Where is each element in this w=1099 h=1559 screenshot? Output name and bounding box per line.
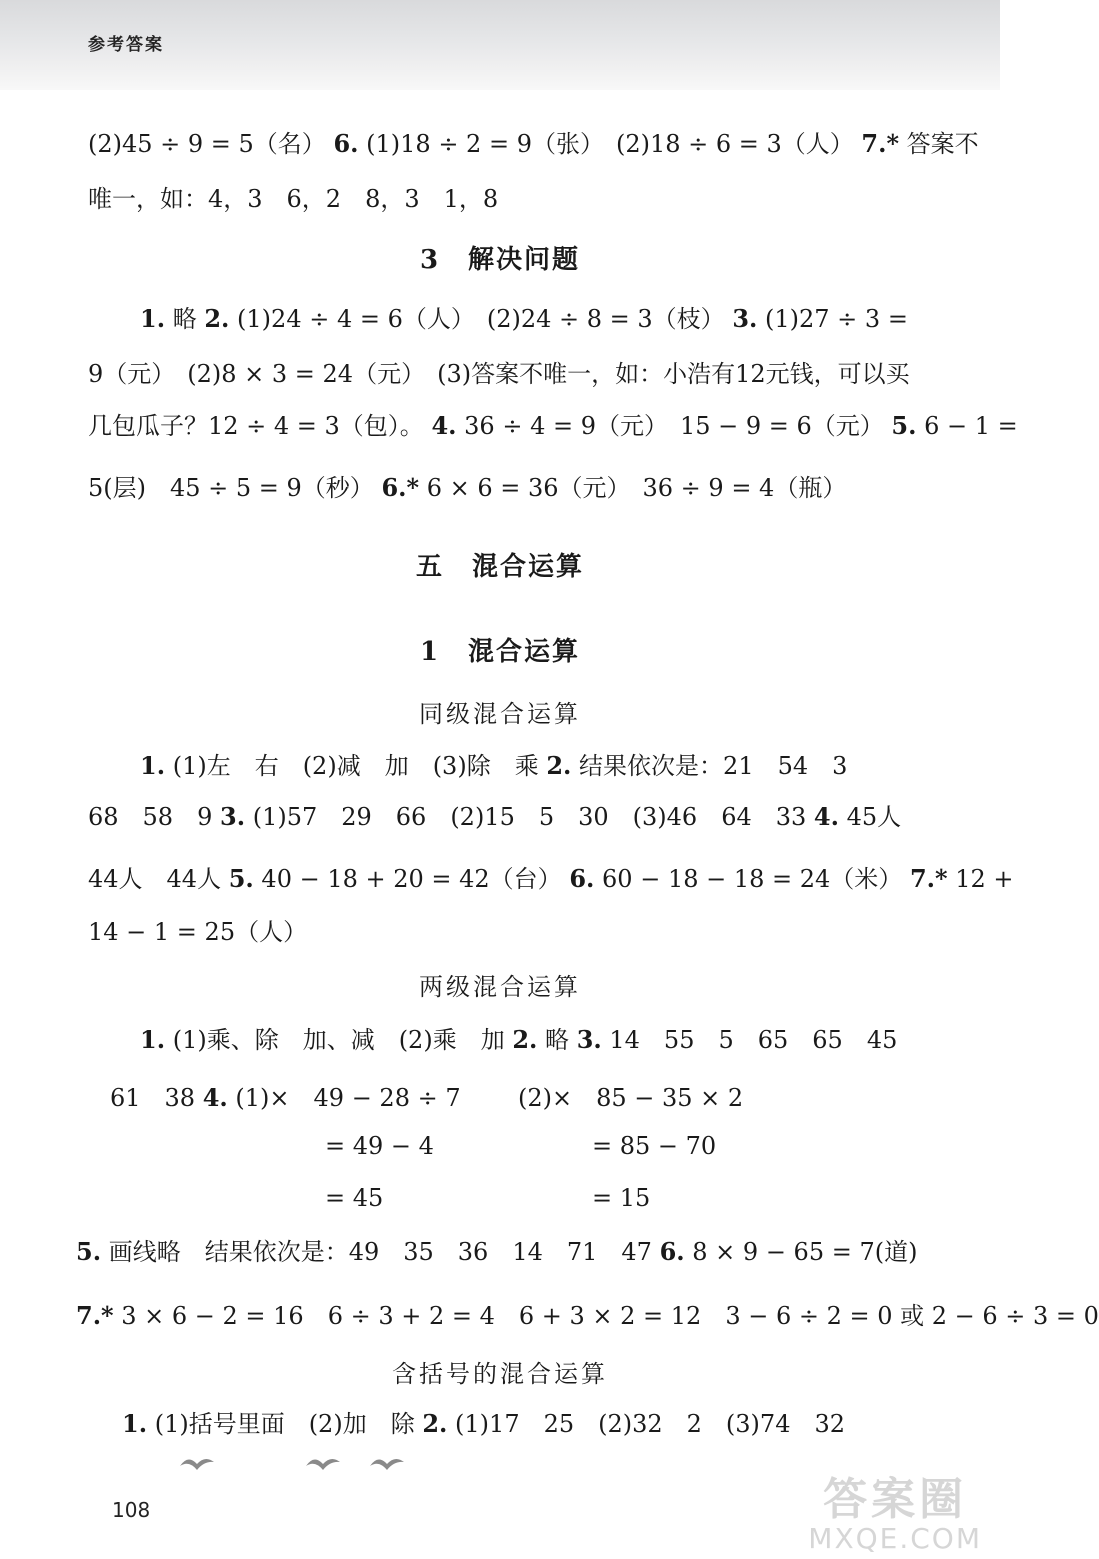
answer-line bbox=[140, 1026, 974, 1055]
subsection-title: 含括号的混合运算 bbox=[392, 1360, 608, 1388]
answer-line bbox=[76, 1301, 1099, 1331]
question-number: 2. bbox=[546, 751, 572, 780]
section-heading: 3 解决问题 bbox=[419, 245, 581, 275]
answer-line bbox=[88, 864, 1014, 894]
answer-line bbox=[88, 803, 974, 832]
question-number: 2. bbox=[422, 1409, 448, 1438]
answer-line bbox=[140, 305, 974, 334]
answer-text: (1)乘、除 加、减 (2)乘 加 bbox=[172, 1026, 505, 1054]
answer-text: 3 × 6 − 2 = 16 6 ÷ 3 + 2 = 4 6 + 3 × 2 = 12 3 − 6 ÷ 2 = 0 或 2 − 6 ÷ 3 = 0 bbox=[121, 1302, 1099, 1330]
question-number: 3. bbox=[576, 1025, 602, 1054]
answer-text: 44人 44人 bbox=[88, 865, 222, 893]
answer-line bbox=[88, 129, 979, 159]
answer-text: (1)括号里面 (2)加 除 bbox=[154, 1410, 415, 1438]
bird-decoration-icon bbox=[178, 1452, 216, 1474]
bird-decoration-icon bbox=[368, 1452, 406, 1474]
answer-text: (1)左 右 (2)减 加 (3)除 乘 bbox=[172, 752, 539, 780]
calculation-right: (2)× 85 − 35 × 2 bbox=[518, 1084, 744, 1112]
answer-text: (2)45 ÷ 9 = 5（名） bbox=[88, 130, 326, 158]
answer-text: 14 55 5 65 65 45 bbox=[609, 1026, 898, 1054]
calculation-step: = 85 − 70 bbox=[592, 1132, 717, 1160]
page-number: 108 bbox=[112, 1498, 151, 1522]
answer-text: (1)24 ÷ 4 = 6（人） (2)24 ÷ 8 = 3（枝） bbox=[237, 305, 725, 333]
question-number: 7.* bbox=[909, 864, 948, 893]
question-number: 2. bbox=[512, 1025, 538, 1054]
answer-text: 画线略 结果依次是：49 35 36 14 71 47 bbox=[108, 1238, 652, 1266]
answer-text: 45人 bbox=[846, 803, 902, 831]
question-number: 4. bbox=[431, 411, 457, 440]
question-number: 5. bbox=[891, 411, 917, 440]
question-number: 1. bbox=[140, 751, 166, 780]
answer-text: (1)17 25 (2)32 2 (3)74 32 bbox=[455, 1410, 845, 1438]
answer-text: 5(层) 45 ÷ 5 = 9（秒） bbox=[88, 474, 374, 502]
question-number: 3. bbox=[220, 802, 246, 831]
bird-decoration-icon bbox=[304, 1452, 342, 1474]
header-title: 参考答案 bbox=[88, 35, 164, 55]
answer-text: (1)27 ÷ 3 = bbox=[765, 305, 908, 333]
question-number: 5. bbox=[76, 1237, 102, 1266]
calculation-step: = 45 bbox=[325, 1184, 384, 1212]
answer-text: 6 − 1 = bbox=[924, 412, 1018, 440]
question-number: 1. bbox=[140, 304, 166, 333]
question-number: 5. bbox=[228, 864, 254, 893]
answer-text: 36 ÷ 4 = 9（元） 15 − 9 = 6（元） bbox=[464, 412, 884, 440]
question-number: 6.* bbox=[381, 473, 420, 502]
answer-line bbox=[140, 752, 974, 781]
answer-line bbox=[76, 1238, 974, 1267]
section-heading: 1 混合运算 bbox=[419, 637, 581, 667]
answer-text: 60 − 18 − 18 = 24（米） bbox=[602, 865, 903, 893]
answer-line bbox=[122, 1410, 974, 1439]
question-number: 6. bbox=[569, 864, 595, 893]
subsection-title: 两级混合运算 bbox=[419, 973, 581, 1001]
question-number: 7.* bbox=[861, 129, 900, 158]
answer-line bbox=[88, 411, 1018, 441]
calculation-left: (1)× 49 − 28 ÷ 7 bbox=[235, 1084, 461, 1112]
watermark-title: 答案圈 bbox=[823, 1474, 968, 1525]
answer-text: 略 bbox=[172, 305, 197, 333]
answer-line: 14 − 1 = 25（人） bbox=[88, 918, 308, 946]
answer-text: 几包瓜子？12 ÷ 4 = 3（包）。 bbox=[88, 412, 424, 440]
answer-text: 8 × 9 − 65 = 7(道) bbox=[692, 1238, 918, 1266]
chapter-title: 五 混合运算 bbox=[415, 552, 584, 582]
answer-line bbox=[110, 1078, 461, 1113]
answer-text: 答案不 bbox=[906, 130, 979, 158]
answer-text: 结果依次是：21 54 3 bbox=[579, 752, 848, 780]
watermark-url: MXQE.COM bbox=[808, 1522, 982, 1555]
answer-line bbox=[88, 474, 974, 503]
answer-text: 12 + bbox=[955, 865, 1014, 893]
question-number: 2. bbox=[204, 304, 230, 333]
answer-text: 68 58 9 bbox=[88, 803, 213, 831]
watermark bbox=[808, 1474, 982, 1555]
question-number: 4. bbox=[202, 1083, 228, 1112]
question-number: 1. bbox=[140, 1025, 166, 1054]
question-number: 1. bbox=[122, 1409, 148, 1438]
question-number: 6. bbox=[659, 1237, 685, 1266]
question-number: 4. bbox=[813, 802, 839, 831]
calculation-step: = 15 bbox=[592, 1184, 651, 1212]
answer-text: 61 38 bbox=[110, 1084, 196, 1112]
answer-text: (1)57 29 66 (2)15 5 30 (3)46 64 33 bbox=[252, 803, 807, 831]
question-number: 6. bbox=[333, 129, 359, 158]
subsection-title: 同级混合运算 bbox=[419, 700, 581, 728]
answer-line: 唯一，如：4，3 6，2 8，3 1，8 bbox=[88, 185, 499, 213]
answer-line: 9（元） (2)8 × 3 = 24（元） (3)答案不唯一，如：小浩有12元钱，可以买 bbox=[88, 360, 910, 388]
answer-text: 6 × 6 = 36（元） 36 ÷ 9 = 4（瓶） bbox=[426, 474, 847, 502]
answer-text: 略 bbox=[545, 1026, 570, 1054]
answer-text: (1)18 ÷ 2 = 9（张） (2)18 ÷ 6 = 3（人） bbox=[366, 130, 854, 158]
calculation-step: = 49 − 4 bbox=[325, 1132, 434, 1160]
answer-text: 40 − 18 + 20 = 42（台） bbox=[261, 865, 562, 893]
question-number: 3. bbox=[732, 304, 758, 333]
question-number: 7.* bbox=[76, 1301, 114, 1330]
